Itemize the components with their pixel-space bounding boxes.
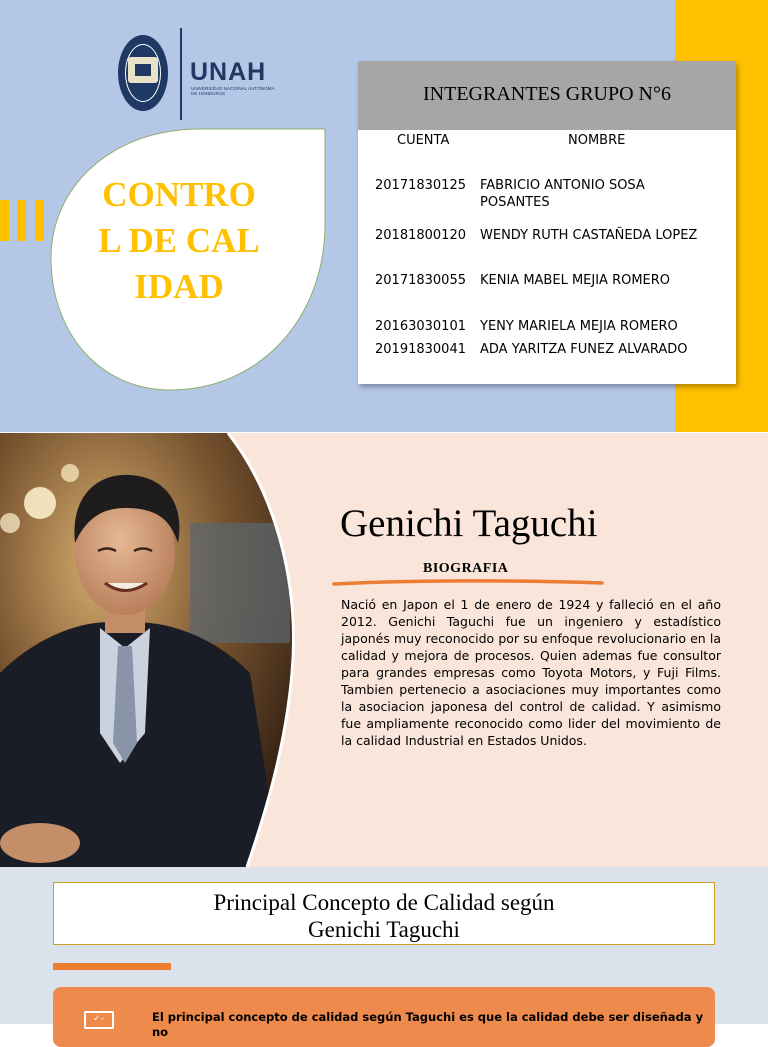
yellow-stripe — [17, 200, 26, 241]
biography-text: Nació en Japon el 1 de enero de 1924 y falleció en el año 2012. Genichi Taguchi fue un ingeniero y estadístico japonés muy reconocido por su enfoque revolucionario en la calidad y mejora de procesos. Quien ademas fue consultor para grandes empresas como Toyota Motors, y Fuji Films. Tambien pertenecio a asociaciones muy importantes como la asociacion japonesa del control de calidad. Y asimismo fue ampliamente reconocido como lider del movimiento de la calidad Industrial en Estados Unidos. — [341, 597, 721, 748]
biography-label: BIOGRAFIA — [423, 561, 509, 576]
group-title: INTEGRANTES GRUPO N°6 — [423, 83, 671, 105]
slide-concept — [0, 867, 768, 1039]
member-cuenta: 20163030101 — [375, 319, 466, 334]
member-nombre: YENY MARIELA MEJIA ROMERO — [480, 319, 678, 334]
member-cuenta: 20171830055 — [375, 273, 466, 288]
logo-subtitle: UNIVERSIDAD NACIONAL AUTÓNOMA DE HONDURAS — [191, 86, 275, 96]
yellow-stripe — [0, 200, 9, 241]
concept-heading — [54, 889, 714, 943]
university-seal-icon — [118, 35, 168, 111]
concept-heading-line-1: Principal Concepto de Calidad según — [213, 890, 555, 915]
member-cuenta: 20191830041 — [375, 342, 466, 357]
orange-accent-bar — [53, 963, 171, 970]
member-nombre: WENDY RUTH CASTAÑEDA LOPEZ — [480, 228, 698, 243]
orange-underline — [332, 579, 604, 587]
group-table-header — [358, 61, 736, 130]
concept-heading-line-2: Genichi Taguchi — [308, 917, 460, 942]
presentation-title: CONTROL DE CALIDAD — [98, 175, 260, 306]
member-cuenta: 20171830125 — [375, 178, 466, 193]
member-cuenta: 20181800120 — [375, 228, 466, 243]
group-members-table — [358, 61, 736, 384]
concept-heading-box — [53, 882, 715, 945]
yellow-stripe — [35, 200, 44, 241]
checklist-icon: ✓– — [84, 1011, 114, 1029]
concept-text: El principal concepto de calidad según Taguchi es que la calidad debe ser diseñada y no — [152, 1010, 704, 1039]
column-header-nombre: NOMBRE — [568, 133, 626, 148]
portrait-photo — [0, 433, 300, 867]
slide-title — [0, 0, 768, 432]
member-nombre: KENIA MABEL MEJIA ROMERO — [480, 273, 671, 288]
slide-biography — [0, 433, 768, 867]
logo-wordmark: UNAH — [190, 58, 267, 86]
member-nombre: FABRICIO ANTONIO SOSA POSANTES — [480, 178, 645, 210]
biography-name: Genichi Taguchi — [340, 502, 598, 545]
column-header-cuenta: CUENTA — [397, 133, 450, 148]
member-nombre: ADA YARITZA FUNEZ ALVARADO — [480, 342, 688, 357]
logo-divider — [180, 28, 182, 120]
